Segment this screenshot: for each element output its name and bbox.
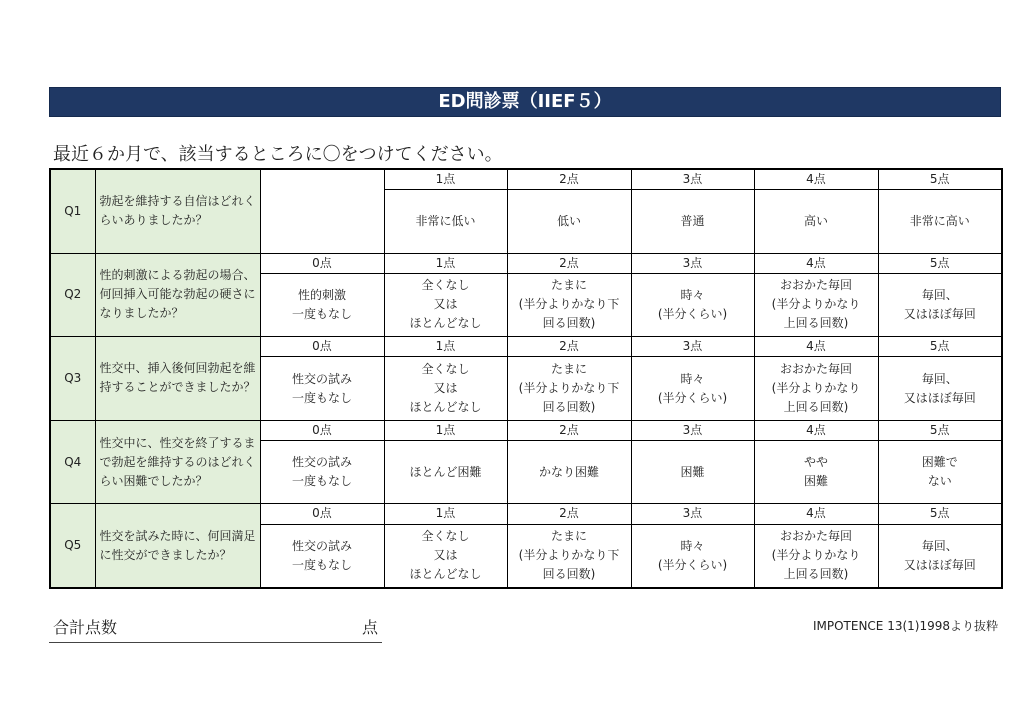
answer-option[interactable]: [384, 357, 507, 420]
question-number: Q1: [50, 169, 95, 253]
answer-option-line: 時々: [680, 371, 705, 386]
score-label: 0点: [260, 420, 384, 440]
source-citation: IMPOTENCE 13(1)1998より抜粋: [812, 619, 998, 633]
answer-option-line: おおかた毎回: [779, 362, 852, 377]
answer-option[interactable]: [631, 357, 754, 420]
score-label: 3点: [631, 337, 754, 357]
answer-option-line: 非常に低い: [415, 213, 476, 228]
score-label: 4点: [754, 169, 878, 190]
answer-option-line: (半分よりかなり: [771, 381, 861, 396]
answer-option-line: 困難: [680, 464, 705, 479]
answer-option[interactable]: [754, 524, 878, 588]
answer-option[interactable]: [507, 190, 631, 253]
score-label: 5点: [878, 504, 1002, 524]
answer-option-line: ない: [927, 474, 952, 489]
answer-option[interactable]: [507, 273, 631, 336]
score-label: 5点: [878, 169, 1002, 190]
answer-option-line: 回る回数): [542, 400, 596, 415]
score-label: 2点: [507, 420, 631, 440]
answer-option-line: 毎回、: [921, 287, 958, 302]
score-header-row: [50, 169, 1002, 190]
answer-option-line: 毎回、: [921, 371, 958, 386]
answer-option-line: 低い: [556, 213, 581, 228]
answer-option[interactable]: [754, 273, 878, 336]
answer-option[interactable]: [260, 273, 384, 336]
answer-option[interactable]: [631, 273, 754, 336]
answer-option-line: 一度もなし: [291, 306, 352, 321]
answer-option-line: 又はほぼ毎回: [903, 390, 976, 405]
score-label: 5点: [878, 337, 1002, 357]
answer-option-line: 又は: [433, 548, 458, 563]
answer-option-line: 困難: [803, 474, 828, 489]
answer-option-line: たまに: [550, 362, 587, 377]
answer-option-line: (半分くらい): [657, 390, 728, 405]
answer-option-line: 普通: [680, 213, 705, 228]
answer-option[interactable]: [384, 440, 507, 503]
answer-option-line: 時々: [680, 538, 705, 553]
answer-option[interactable]: [754, 440, 878, 503]
score-label: 2点: [507, 504, 631, 524]
score-label: 0点: [260, 253, 384, 273]
answer-option-line: ほとんど困難: [409, 464, 482, 479]
answer-option-line: 性交の試み: [291, 538, 352, 553]
answer-option-line: かなり困難: [538, 464, 599, 479]
answer-option[interactable]: [260, 524, 384, 588]
answer-option[interactable]: [384, 524, 507, 588]
score-header-row: [50, 337, 1002, 357]
question-text: 性交中に、性交を終了するまで勃起を維持するのはどれくらい困難でしたか？: [95, 420, 260, 504]
answer-option[interactable]: [384, 273, 507, 336]
answer-option-line: 時々: [680, 287, 705, 302]
answer-option-line: 上回る回数): [783, 316, 849, 331]
answer-option-line: ほとんどなし: [409, 316, 482, 331]
answer-option-line: おおかた毎回: [779, 278, 852, 293]
question-text: 性的刺激による勃起の場合、何回挿入可能な勃起の硬さになりましたか？: [95, 253, 260, 337]
total-score-line: [49, 612, 382, 643]
empty-cell: [260, 169, 384, 253]
answer-option[interactable]: [260, 440, 384, 503]
score-header-row: [50, 420, 1002, 440]
question-number: Q3: [50, 337, 95, 421]
question-number: Q4: [50, 420, 95, 504]
answer-option-line: 性交の試み: [291, 455, 352, 470]
answer-option-line: 一度もなし: [291, 390, 352, 405]
score-label: 1点: [384, 253, 507, 273]
answer-option[interactable]: [260, 357, 384, 420]
answer-option-line: 又はほぼ毎回: [903, 306, 976, 321]
answer-option-line: 回る回数): [542, 316, 596, 331]
answer-option-line: (半分よりかなり下: [518, 548, 620, 563]
score-label: 3点: [631, 504, 754, 524]
answer-option-line: ほとんどなし: [409, 567, 482, 582]
answer-option-line: 回る回数): [542, 567, 596, 582]
answer-option-line: 一度もなし: [291, 557, 352, 572]
question-text: 性交を試みた時に、何回満足に性交ができましたか？: [95, 504, 260, 588]
score-header-row: [50, 253, 1002, 273]
instruction-text: 最近６か月で、該当するところに〇をつけてください。: [53, 144, 503, 165]
answer-option-line: (半分よりかなり: [771, 297, 861, 312]
questionnaire-table: [49, 168, 1003, 589]
answer-option[interactable]: [754, 190, 878, 253]
answer-option-line: ほとんどなし: [409, 400, 482, 415]
answer-option-line: 上回る回数): [783, 400, 849, 415]
score-header-row: [50, 504, 1002, 524]
answer-option-line: 全くなし: [421, 362, 470, 377]
answer-option-line: 毎回、: [921, 538, 958, 553]
answer-option-line: 性的刺激: [297, 287, 346, 302]
score-label: 2点: [507, 169, 631, 190]
answer-option-line: やや: [803, 455, 828, 470]
answer-option[interactable]: [507, 357, 631, 420]
total-score-unit: 点: [361, 618, 378, 637]
answer-option[interactable]: [754, 357, 878, 420]
score-label: 3点: [631, 253, 754, 273]
answer-option[interactable]: [878, 190, 1002, 253]
answer-option[interactable]: [878, 357, 1002, 420]
score-label: 1点: [384, 420, 507, 440]
answer-option[interactable]: [507, 440, 631, 503]
answer-option[interactable]: [507, 524, 631, 588]
answer-option-line: (半分よりかなり: [771, 548, 861, 563]
score-label: 2点: [507, 337, 631, 357]
answer-option-line: たまに: [550, 278, 587, 293]
answer-option[interactable]: [631, 190, 754, 253]
answer-option-line: 高い: [803, 213, 828, 228]
score-label: 3点: [631, 420, 754, 440]
score-label: 4点: [754, 420, 878, 440]
answer-option-line: 上回る回数): [783, 567, 849, 582]
answer-option-line: (半分よりかなり下: [518, 381, 620, 396]
answer-option-line: 又は: [433, 297, 458, 312]
question-text: 勃起を維持する自信はどれくらいありましたか？: [95, 169, 260, 253]
answer-option-line: (半分よりかなり下: [518, 297, 620, 312]
score-label: 0点: [260, 504, 384, 524]
score-label: 2点: [507, 253, 631, 273]
questionnaire-title: ED問診票（IIEF５）: [49, 87, 1001, 117]
score-label: 4点: [754, 253, 878, 273]
answer-option-line: 一度もなし: [291, 474, 352, 489]
answer-option-line: 全くなし: [421, 529, 470, 544]
answer-option[interactable]: [878, 524, 1002, 588]
answer-option[interactable]: [384, 190, 507, 253]
score-label: 4点: [754, 504, 878, 524]
total-score-label: 合計点数: [53, 618, 118, 637]
answer-option-line: たまに: [550, 529, 587, 544]
question-number: Q2: [50, 253, 95, 337]
answer-option-line: 又は: [433, 381, 458, 396]
score-label: 4点: [754, 337, 878, 357]
question-number: Q5: [50, 504, 95, 588]
question-text: 性交中、挿入後何回勃起を維持することができましたか？: [95, 337, 260, 421]
score-label: 0点: [260, 337, 384, 357]
score-label: 1点: [384, 169, 507, 190]
answer-option-line: 全くなし: [421, 278, 470, 293]
answer-option-line: おおかた毎回: [779, 529, 852, 544]
answer-option-line: (半分くらい): [657, 306, 728, 321]
answer-option-line: 困難で: [921, 455, 958, 470]
score-label: 5点: [878, 253, 1002, 273]
score-label: 1点: [384, 337, 507, 357]
answer-option-line: 性交の試み: [291, 371, 352, 386]
answer-option[interactable]: [631, 440, 754, 503]
answer-option-line: (半分くらい): [657, 557, 728, 572]
score-label: 5点: [878, 420, 1002, 440]
answer-option[interactable]: [878, 273, 1002, 336]
answer-option-line: 又はほぼ毎回: [903, 557, 976, 572]
answer-option-line: 非常に高い: [909, 213, 970, 228]
score-label: 3点: [631, 169, 754, 190]
answer-option[interactable]: [878, 440, 1002, 503]
answer-option[interactable]: [631, 524, 754, 588]
score-label: 1点: [384, 504, 507, 524]
